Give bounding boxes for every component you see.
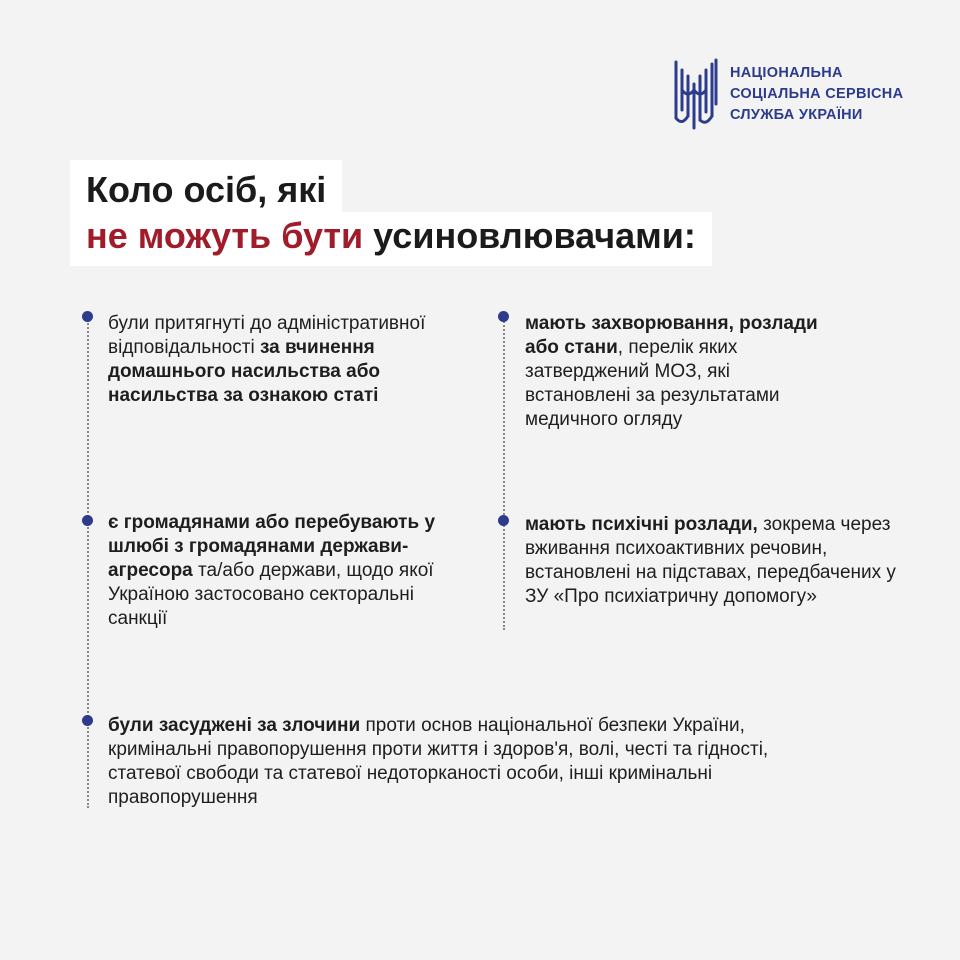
list-item bbox=[108, 511, 468, 631]
item-bold-text: є громадянами або перебувають у шлюбі з громадянами держави-агресора bbox=[108, 512, 436, 581]
list-item bbox=[525, 312, 835, 432]
item-text: та/або держави, щодо якої Україною застосовано секторальні санкції bbox=[108, 560, 434, 629]
title-accent: не можуть бути bbox=[86, 215, 364, 256]
bullet-dot bbox=[498, 515, 509, 526]
item-text: , перелік яких затверджений МОЗ, які встановлені за результатами медичного огляду bbox=[525, 337, 780, 430]
item-text: зокрема через вживання психоактивних речовин, встановлені на підставах, передбачених у ЗУ «Про психіатричну допомогу» bbox=[525, 514, 896, 607]
logo-line-3: СЛУЖБА УКРАЇНИ bbox=[730, 106, 863, 123]
logo-line-1: НАЦІОНАЛЬНА bbox=[730, 64, 843, 81]
item-bold-text: були засуджені за злочини bbox=[108, 715, 361, 736]
list-item bbox=[108, 714, 838, 810]
item-bold-text: мають захворювання, розлади або стани bbox=[525, 313, 818, 358]
title-rest: усиновлювачами: bbox=[363, 215, 696, 256]
list-item bbox=[108, 312, 438, 408]
bullet-dot bbox=[82, 515, 93, 526]
item-bold-text: мають психічні розлади, bbox=[525, 514, 758, 535]
item-text: проти основ національної безпеки України, кримінальні правопорушення проти життя і здоров'я, волі, честі та гідності, статевої свободи та статевої недоторканості особи, інші кримінальні правопорушення bbox=[108, 715, 769, 808]
logo-line-2: СОЦІАЛЬНА СЕРВІСНА bbox=[730, 85, 904, 102]
item-bold-text: за вчинення домашнього насильства або насильства за ознакою статі bbox=[108, 337, 381, 406]
list-item bbox=[525, 513, 905, 609]
bullet-dot bbox=[82, 715, 93, 726]
title-line-1: Коло осіб, які bbox=[70, 160, 342, 212]
bullet-dot bbox=[82, 311, 93, 322]
page-title bbox=[70, 160, 712, 266]
timeline-left bbox=[87, 320, 89, 808]
item-text: були притягнуті до адміністративної відповідальності bbox=[108, 313, 426, 358]
timeline-right bbox=[503, 318, 505, 630]
title-line-2 bbox=[70, 212, 712, 266]
nssu-logo bbox=[672, 56, 903, 132]
nssu-emblem-icon bbox=[672, 56, 720, 132]
bullet-dot bbox=[498, 311, 509, 322]
